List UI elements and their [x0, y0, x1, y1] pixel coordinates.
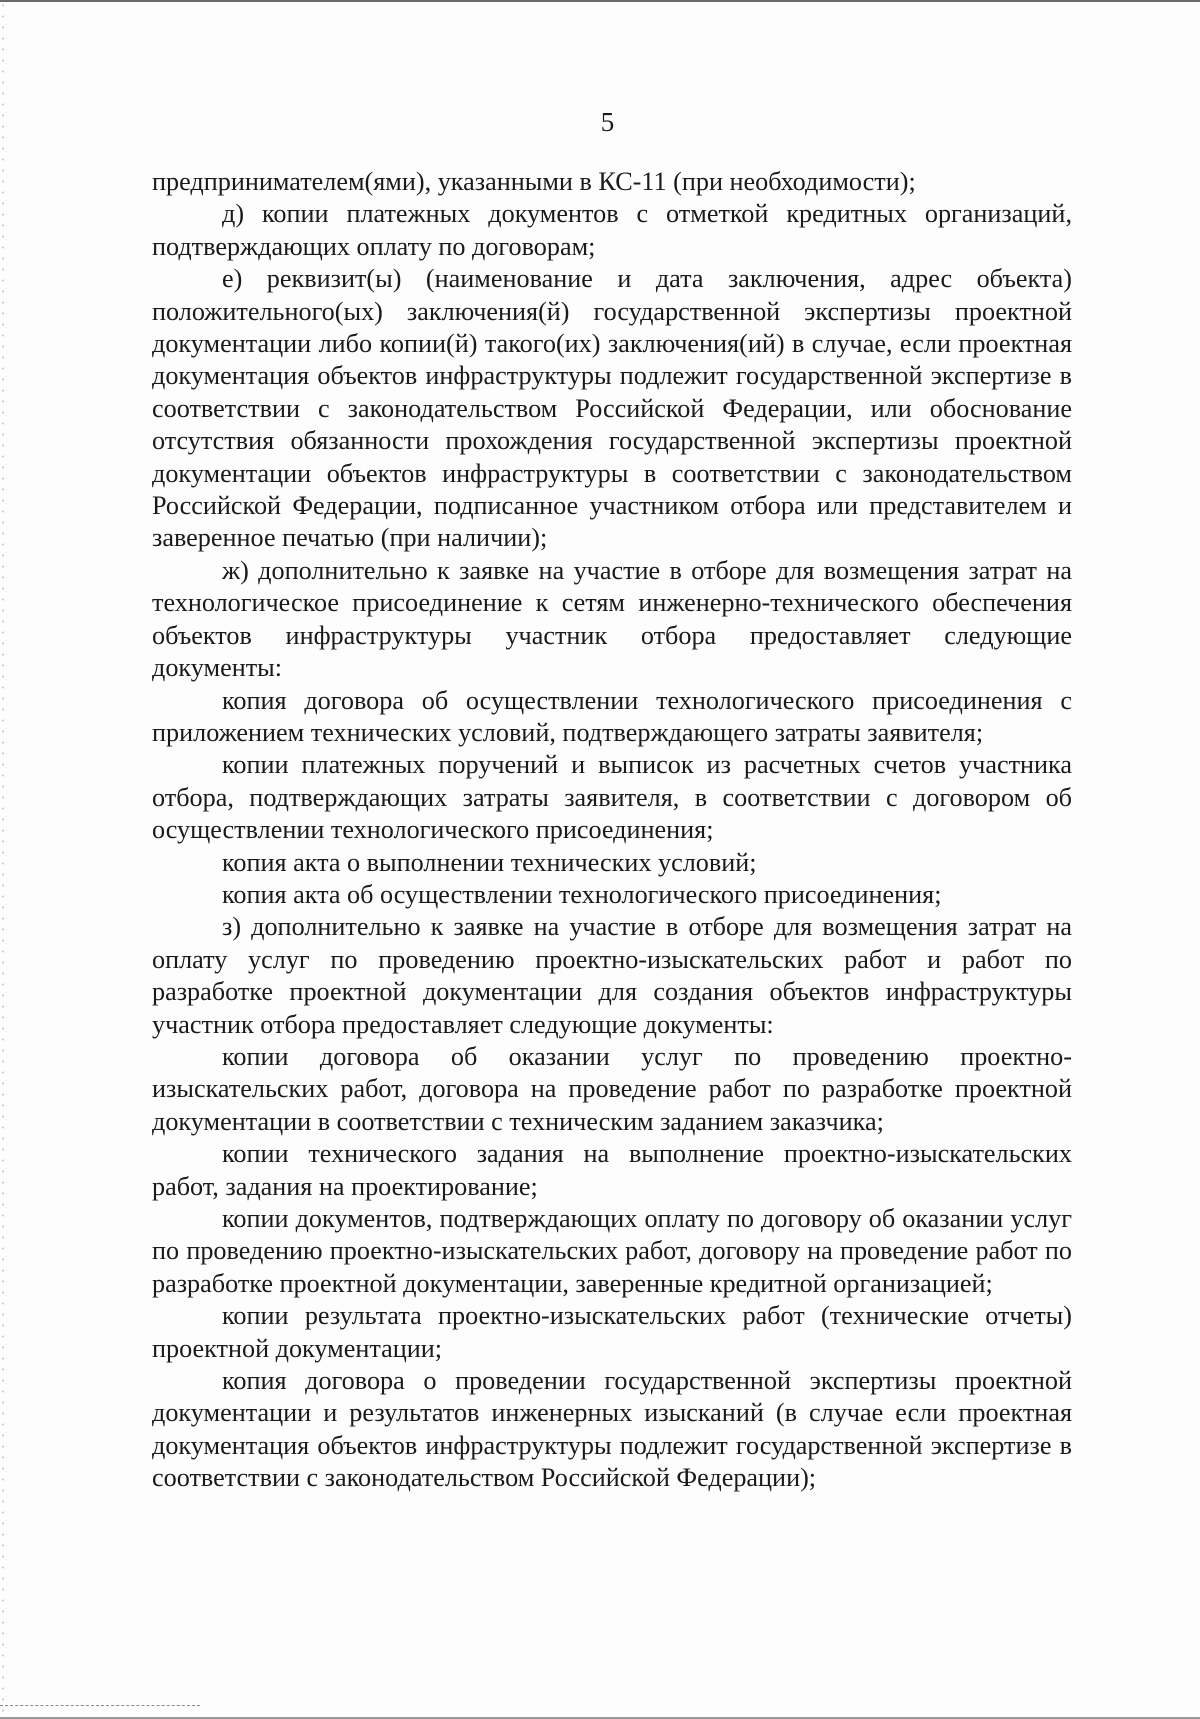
- scan-left-edge-dots: [0, 0, 6, 1719]
- paragraph-continuation: предпринимателем(ями), указанными в КС-11 (при необходимости);: [152, 167, 916, 196]
- paragraph-subitem: копии технического задания на выполнение проектно-изыскательских работ, задания на проектирование;: [152, 1139, 1072, 1201]
- paragraph-subitem: копия акта об осуществлении технологического присоединения;: [222, 879, 942, 909]
- scan-bottom-rule: [0, 1705, 200, 1707]
- paragraph-item-z: з) дополнительно к заявке на участие в отборе для возмещения затрат на оплату услуг по проведению проектно-изыскательских работ и работ по разработке проектной документации для создания объектов инфраструктуры участник отбора предоставляет следующие документы:: [152, 912, 1072, 1039]
- paragraph-subitem: копии договора об оказании услуг по проведению проектно-изыскательских работ, договора на проведение работ по разработке проектной документации в соответствии с техническим заданием заказчика;: [152, 1041, 1072, 1136]
- paragraph-subitem: копии платежных поручений и выписок из расчетных счетов участника отбора, подтверждающих затраты заявителя, в соответствии с договором об осуществлении технологического присоединения;: [152, 750, 1072, 845]
- paragraph-subitem: копия договора об осуществлении технологического присоединения с приложением технических условий, подтверждающего затраты заявителя;: [152, 685, 1072, 747]
- paragraph-item-d: д) копии платежных документов с отметкой кредитных организаций, подтверждающих оплату по договорам;: [152, 199, 1072, 261]
- paragraph-subitem: копии документов, подтверждающих оплату по договору об оказании услуг по проведению проектно-изыскательских работ, договору на проведение работ по разработке проектной документации, заверенные кредитной организацией;: [152, 1204, 1072, 1298]
- paragraph-subitem: копия акта о выполнении технических условий;: [222, 847, 757, 877]
- paragraph-item-e: е) реквизит(ы) (наименование и дата заключения, адрес объекта) положительного(ых) заключения(й) государственной экспертизы проектной документации либо копии(й) такого(их) заключения(ий) в случае, если проектная документация объектов инфраструктуры подлежит государственной экспертизе в соответствии с законодательством Российской Федерации, или обоснование отсутствия обязанности прохождения государственной экспертизы проектной документации объектов инфраструктуры в соответствии с законодательством Российской Федерации, подписанное участником отбора или представителем и заверенное печатью (при наличии);: [152, 264, 1072, 553]
- paragraph-subitem: копия договора о проведении государственной экспертизы проектной документации и результатов инженерных изысканий (в случае если проектная документация объектов инфраструктуры подлежит государственной экспертизе в соответствии с законодательством Российской Федерации);: [152, 1366, 1072, 1493]
- paragraph-subitem: копии результата проектно-изыскательских работ (технические отчеты) проектной документации;: [152, 1301, 1072, 1363]
- scan-top-edge: [0, 0, 1200, 2]
- page-number: 5: [600, 107, 615, 137]
- document-body: [152, 166, 1072, 1495]
- paragraph-item-zh: ж) дополнительно к заявке на участие в отборе для возмещения затрат на технологическое присоединение к сетям инженерно-технического обеспечения объектов инфраструктуры участник отбора предоставляет следующие документы:: [152, 555, 1072, 683]
